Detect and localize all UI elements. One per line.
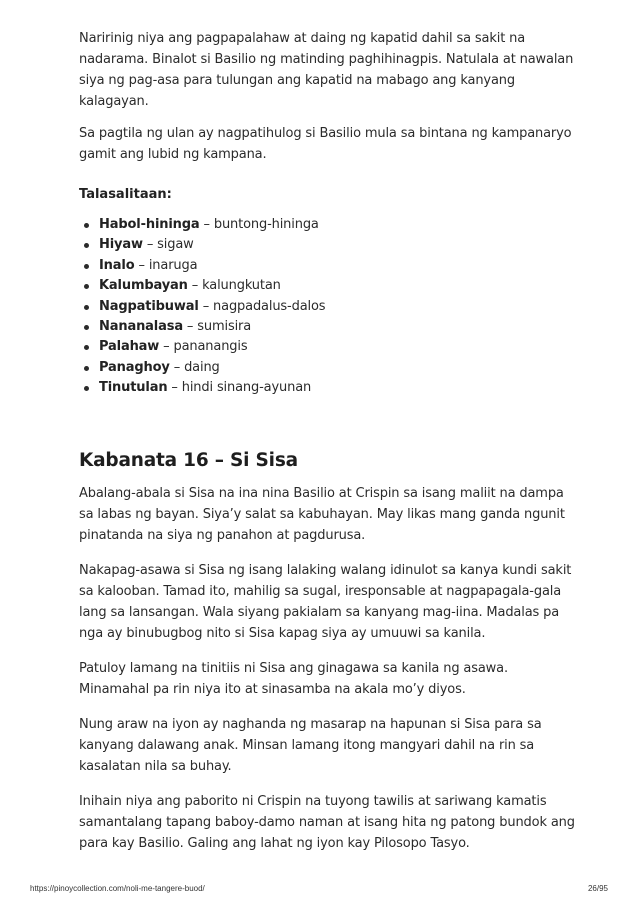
glossary-term: Habol-hininga [99, 217, 200, 232]
paragraph: Inihain niya ang paborito ni Crispin na tuyong tawilis at sariwang kamatis samantalang tapang baboy-damo naman at isang hita ng patong bundok ang para kay Basilio. Galing ang lahat ng iyon kay Pilosopo Tasyo. [79, 793, 575, 851]
glossary-definition: – daing [169, 359, 220, 375]
bullet-icon [84, 264, 89, 269]
page-number: 26/95 [587, 884, 608, 893]
glossary-item [79, 337, 579, 357]
glossary-term: Nananalasa [99, 319, 183, 335]
glossary-term: Nagpatibuwal [99, 298, 199, 314]
bullet-icon [84, 243, 89, 248]
bullet-icon [84, 366, 89, 371]
glossary-item [79, 378, 579, 398]
bullet-icon [84, 284, 89, 289]
glossary-term: Tinutulan [99, 380, 168, 396]
chapter-title: Kabanata 16 – Si Sisa [79, 449, 298, 471]
paragraph: Naririnig niya ang pagpapalahaw at daing ng kapatid dahil sa sakit na nadarama. Binalot si Basilio ng matinding paghihinagpis. Natulala at nawalan siya ng pag-asa para tulungan ang kapatid na mabago ang kanyang kalagayan. [79, 31, 574, 109]
paragraph: Nung araw na iyon ay naghanda ng masarap na hapunan si Sisa para sa kanyang dalawang anak. Minsan lamang itong mangyari dahil na rin sa kasalatan nila sa buhay. [79, 716, 542, 774]
glossary-definition: – kalungkutan [187, 278, 281, 294]
glossary-item [79, 297, 579, 317]
glossary-definition: – sumisira [182, 319, 252, 335]
bullet-icon [84, 305, 89, 310]
glossary-item [79, 215, 579, 235]
glossary-term: Panaghoy [99, 359, 170, 375]
glossary-item [79, 317, 579, 337]
bullet-icon [84, 386, 89, 391]
glossary-definition: – nagpadalus-dalos [198, 298, 326, 314]
bullet-icon [84, 325, 89, 330]
glossary-definition: – sigaw [142, 237, 194, 253]
paragraph: Patuloy lamang na tinitiis ni Sisa ang ginagawa sa kanila ng asawa. Minamahal pa rin niya ito at sinasamba na akala mo’y diyos. [79, 660, 508, 697]
glossary-definition: – inaruga [134, 257, 198, 273]
glossary-item [79, 276, 579, 296]
glossary-item [79, 358, 579, 378]
glossary-term: Kalumbayan [99, 278, 188, 294]
glossary-item [79, 235, 579, 255]
glossary-term: Palahaw [99, 339, 160, 355]
paragraph: Nakapag-asawa si Sisa ng isang lalaking walang idinulot sa kanya kundi sakit sa kalooban. Tamad ito, mahilig sa sugal, iresponsable at nagpapagala-gala lang sa lansangan. Wala siyang pakialam sa kanyang mag-iina. Madalas pa nga ay binubugbog nito si Sisa kapag siya ay umuuwi sa kanila. [79, 562, 572, 641]
glossary-item [79, 256, 579, 276]
source-url[interactable]: https://pinoycollection.com/noli-me-tangere-buod/ [30, 884, 205, 893]
paragraph: Sa pagtila ng ulan ay nagpatihulog si Basilio mula sa bintana ng kampanaryo gamit ang lubid ng kampana. [79, 126, 572, 162]
glossary-term: Hiyaw [99, 237, 143, 253]
glossary-definition: – hindi sinang-ayunan [167, 380, 312, 396]
bullet-icon [84, 345, 89, 350]
bullet-icon [84, 223, 89, 228]
page-content [79, 28, 579, 854]
paragraph: Abalang-abala si Sisa na ina nina Basilio at Crispin sa isang maliit na dampa sa labas ng bayan. Siya’y salat sa kabuhayan. May likas mang ganda ngunit pinatanda na siya ng panahon at pagdurusa. [79, 485, 565, 543]
glossary-term: Inalo [99, 257, 135, 273]
glossary-list [79, 215, 579, 399]
glossary-definition: – buntong-hininga [199, 217, 319, 232]
glossary-definition: – pananangis [159, 339, 248, 355]
glossary-heading: Talasalitaan: [79, 187, 172, 202]
